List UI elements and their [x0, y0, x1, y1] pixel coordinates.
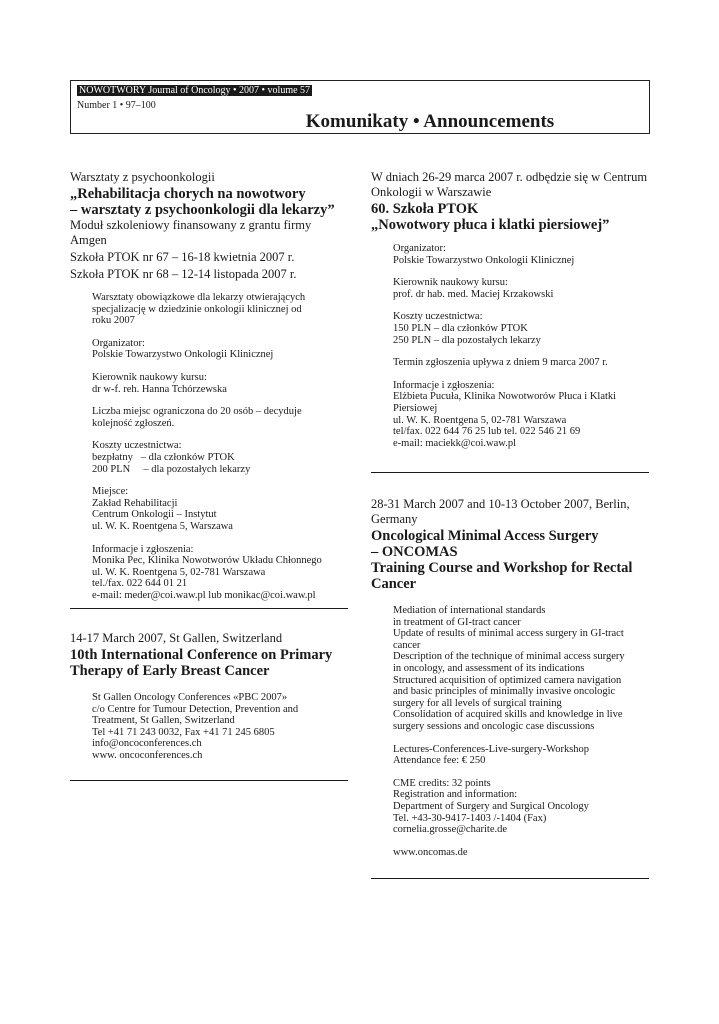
section-subtitle: Szkoła PTOK nr 67 – 16-18 kwietnia 2007 r. — [70, 250, 295, 264]
announcement-st-gallen — [70, 631, 348, 762]
section-title-line: 10th International Conference on Primary — [70, 647, 333, 663]
section-title-line: Oncological Minimal Access Surgery — [371, 528, 599, 544]
organizer: Organizator: Polskie Towarzystwo Onkologii Klinicznej — [92, 337, 274, 361]
section-lead: Onkologii w Warszawie — [371, 185, 492, 199]
section-divider — [371, 878, 649, 879]
journal-header — [70, 80, 650, 134]
course-director: Kierownik naukowy kursu: dr w-f. reh. Hanna Tchórzewska — [92, 371, 227, 395]
contact-info: CME credits: 32 points Registration and information: Department of Surgery and Surgical Oncology Tel. +43-30-9417-1403 /-1404 (Fax) cornelia.grosse@charite.de — [393, 777, 589, 836]
section-lead: Germany — [371, 512, 418, 526]
announcement-oncomas — [371, 497, 649, 858]
section-lead: 28-31 March 2007 and 10-13 October 2007, Berlin, — [371, 497, 630, 511]
contact-info: Informacje i zgłoszenia: Monika Pec, Klinika Nowotworów Układu Chłonnego ul. W. K. Roentgena 5, 02-781 Warszawa tel./fax. 022 644 01 21 e-mail: meder@coi.waw.pl lub monikac@coi.waw.pl — [92, 543, 322, 601]
contact-info: St Gallen Oncology Conferences «PBC 2007» c/o Centre for Tumour Detection, Prevention and Treatment, St Gallen, Switzerland Tel +41 71 243 0032, Fax +41 71 245 6805 info@oncoconferences.ch www. oncoconferences.ch — [92, 692, 299, 761]
section-subtitle: Moduł szkoleniowy finansowany z grantu firmy Amgen — [70, 218, 312, 247]
fees: Koszty uczestnictwa: bezpłatny – dla członków PTOK 200 PLN – dla pozostałych lekarzy — [92, 440, 251, 475]
contact-info: Informacje i zgłoszenia: Elżbieta Pucuła, Klinika Nowotworów Płuca i Klatki Piersiowej ul. W. K. Roentgena 5, 02-781 Warszawa tel/fax. 022 644 76 25 lub tel. 022 546 21 69 e-mail: maciekk@coi.waw.pl — [393, 379, 617, 449]
section-title-line: Training Course and Workshop for Rectal — [371, 560, 633, 576]
section-title-line: 60. Szkoła PTOK — [371, 201, 479, 217]
section-title-line: „Nowotwory płuca i klatki piersiowej” — [371, 217, 610, 233]
section-title-line: – warsztaty z psychoonkologii dla lekarzy” — [70, 202, 335, 218]
section-subtitle: Szkoła PTOK nr 68 – 12-14 listopada 2007 r. — [70, 267, 297, 281]
section-title-line: Cancer — [371, 576, 417, 592]
announcement-body — [70, 292, 348, 601]
page-title: Komunikaty • Announcements — [305, 111, 555, 132]
venue: Miejsce: Zakład Rehabilitacji Centrum Onkologii – Instytut ul. W. K. Roentgena 5, Warszawa — [92, 486, 233, 532]
format-and-fee: Lectures-Conferences-Live-surgery-Workshop Attendance fee: € 250 — [393, 743, 590, 767]
deadline: Termin zgłoszenia upływa z dniem 9 marca 2007 r. — [393, 357, 608, 369]
section-lead: W dniach 26-29 marca 2007 r. odbędzie się w Centrum — [371, 170, 648, 184]
section-title-line: „Rehabilitacja chorych na nowotwory — [70, 186, 306, 202]
announcement-body — [70, 692, 348, 762]
website: www.oncomas.de — [393, 846, 468, 858]
section-divider — [371, 472, 649, 473]
section-title-line: – ONCOMAS — [371, 544, 458, 560]
announcement-body — [371, 243, 649, 449]
places-note: Liczba miejsc ograniczona do 20 osób – decyduje kolejność zgłoszeń. — [92, 406, 302, 429]
announcement-psychooncology — [70, 170, 348, 601]
course-director: Kierownik naukowy kursu: prof. dr hab. med. Maciej Krzakowski — [393, 277, 554, 300]
section-lead: Warsztaty z psychoonkologii — [70, 170, 215, 184]
issue-number: Number 1 • 97–100 — [77, 100, 156, 111]
section-title-line: Therapy of Early Breast Cancer — [70, 663, 270, 679]
course-topics: Mediation of international standards in treatment of GI-tract cancer Update of results of minimal access surgery in GI-tract cancer Description of the technique of minimal access surgery in oncology, and assessment of its indications Structured acquisition of optimized camera navigation and basic principles of minimally invasive oncologic surgery for all levels of surgical training Consolidation of acquired skills and knowledge in live surgery sessions and oncologic case discussions — [393, 605, 625, 732]
section-divider — [70, 780, 348, 781]
paragraph: Warsztaty obowiązkowe dla lekarzy otwierających specjalizację w dziedzinie onkologii klinicznej od roku 2007 — [92, 292, 306, 327]
section-lead: 14-17 March 2007, St Gallen, Switzerland — [70, 631, 283, 645]
fees: Koszty uczestnictwa: 150 PLN – dla członków PTOK 250 PLN – dla pozostałych lekarzy — [393, 311, 541, 346]
organizer: Organizator: Polskie Towarzystwo Onkologii Klinicznej — [393, 243, 575, 266]
journal-name: NOWOTWORY Journal of Oncology • 2007 • volume 57 — [79, 85, 311, 96]
announcement-ptok-school — [371, 170, 649, 449]
section-divider — [70, 608, 348, 609]
announcement-body — [371, 605, 649, 858]
